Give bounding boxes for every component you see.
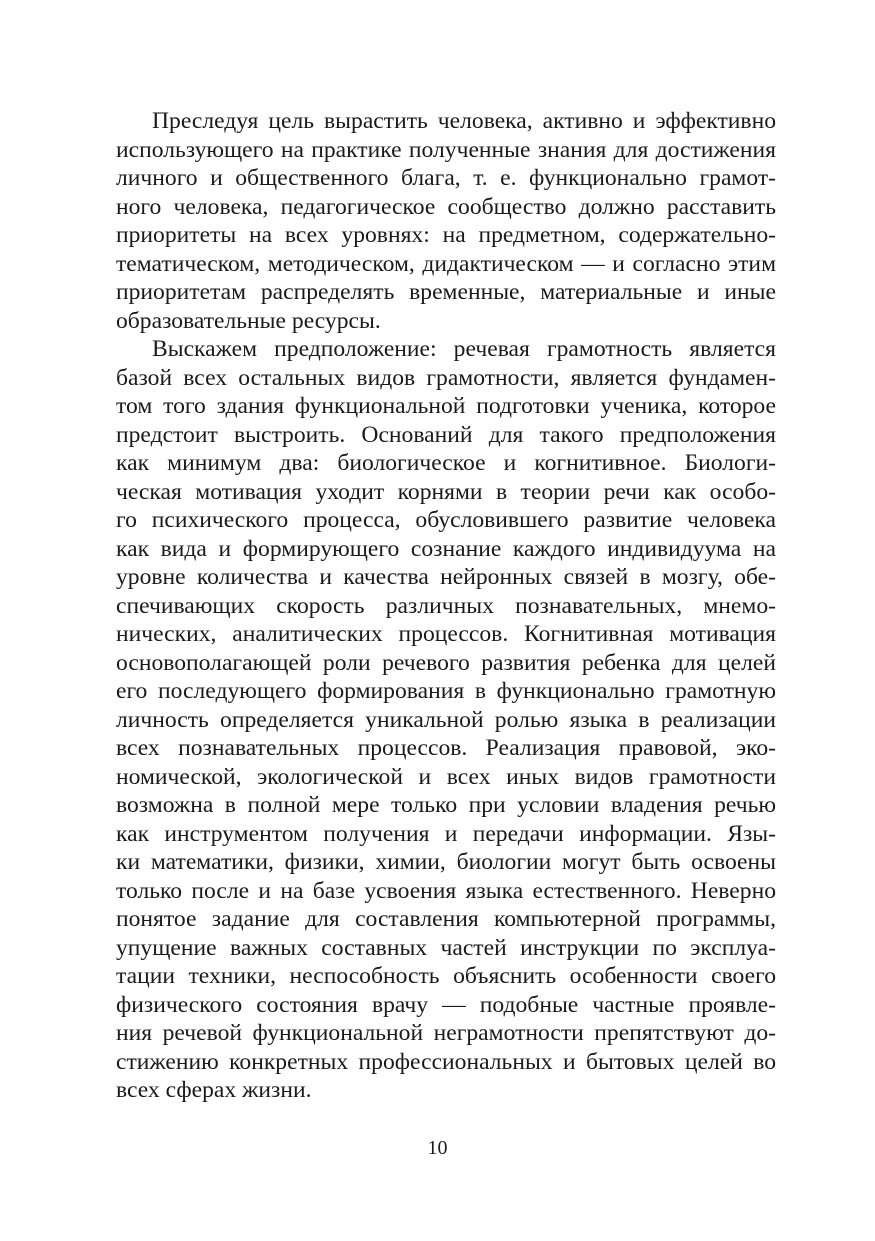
text-line: как инструментом получения и передачи информации. Язы- xyxy=(116,820,776,847)
text-line: личность определяется уникальной ролью языка в реализации xyxy=(116,706,776,733)
text-line: уровне количества и качества нейронных связей в мозгу, обе- xyxy=(116,564,776,590)
text-line: Преследуя цель вырастить человека, активно и эффективно xyxy=(152,108,776,134)
text-line: физического состояния врачу — подобные частные проявле- xyxy=(116,991,776,1018)
paragraph-2 xyxy=(116,335,776,1105)
text-line: ческая мотивация уходит корнями в теории речи как особо- xyxy=(116,478,776,505)
text-line: предстоит выстроить. Оснований для такого предположения xyxy=(116,421,776,448)
text-line: как минимум два: биологическое и когнитивное. Биологи- xyxy=(116,450,776,476)
text-line: его последующего формирования в функционально грамотную xyxy=(116,678,776,704)
text-line: тематическом, методическом, дидактическом — и согласно этим xyxy=(116,250,776,277)
text-line: тации техники, неспособность объяснить особенности своего xyxy=(116,963,776,989)
page-body xyxy=(116,107,776,1105)
text-line: образовательные ресурсы. xyxy=(116,307,381,334)
text-line: только после и на базе усвоения языка естественного. Неверно xyxy=(116,877,776,904)
text-line: приоритетам распределять временные, материальные и иные xyxy=(116,279,776,305)
text-line: всех познавательных процессов. Реализация правовой, эко- xyxy=(116,735,776,761)
text-line: ния речевой функциональной неграмотности препятствуют до- xyxy=(116,1020,776,1046)
text-line: использующего на практике полученные знания для достижения xyxy=(116,136,776,163)
text-line: ки математики, физики, химии, биологии могут быть освоены xyxy=(116,849,776,875)
text-line: приоритеты на всех уровнях: на предметном, содержательно- xyxy=(116,222,776,248)
text-line: спечивающих скорость различных познавательных, мнемо- xyxy=(116,592,776,619)
text-line: всех сферах жизни. xyxy=(116,1077,312,1103)
text-line: возможна в полной мере только при условии владения речью xyxy=(116,792,776,818)
text-line: Выскажем предположение: речевая грамотность является xyxy=(152,336,776,362)
text-line: базой всех остальных видов грамотности, является фундамен- xyxy=(116,364,776,391)
paragraph-1 xyxy=(116,107,776,335)
text-line: основополагающей роли речевого развития ребенка для целей xyxy=(116,649,776,676)
text-line: том того здания функциональной подготовки ученика, которое xyxy=(116,393,776,419)
text-line: го психического процесса, обусловившего развитие человека xyxy=(116,507,776,533)
text-line: стижению конкретных профессиональных и бытовых целей во xyxy=(116,1048,776,1075)
text-line: личного и общественного блага, т. е. функционально грамот- xyxy=(116,165,776,191)
text-line: нических, аналитических процессов. Когнитивная мотивация xyxy=(116,621,776,647)
text-line: номической, экологической и всех иных видов грамотности xyxy=(116,763,776,790)
text-line: упущение важных составных частей инструкции по эксплуа- xyxy=(116,934,776,961)
page-number: 10 xyxy=(427,1137,448,1159)
text-line: понятое задание для составления компьютерной программы, xyxy=(116,906,776,932)
text-line: как вида и формирующего сознание каждого индивидуума на xyxy=(116,535,776,562)
text-line: ного человека, педагогическое сообщество должно расставить xyxy=(116,193,776,220)
